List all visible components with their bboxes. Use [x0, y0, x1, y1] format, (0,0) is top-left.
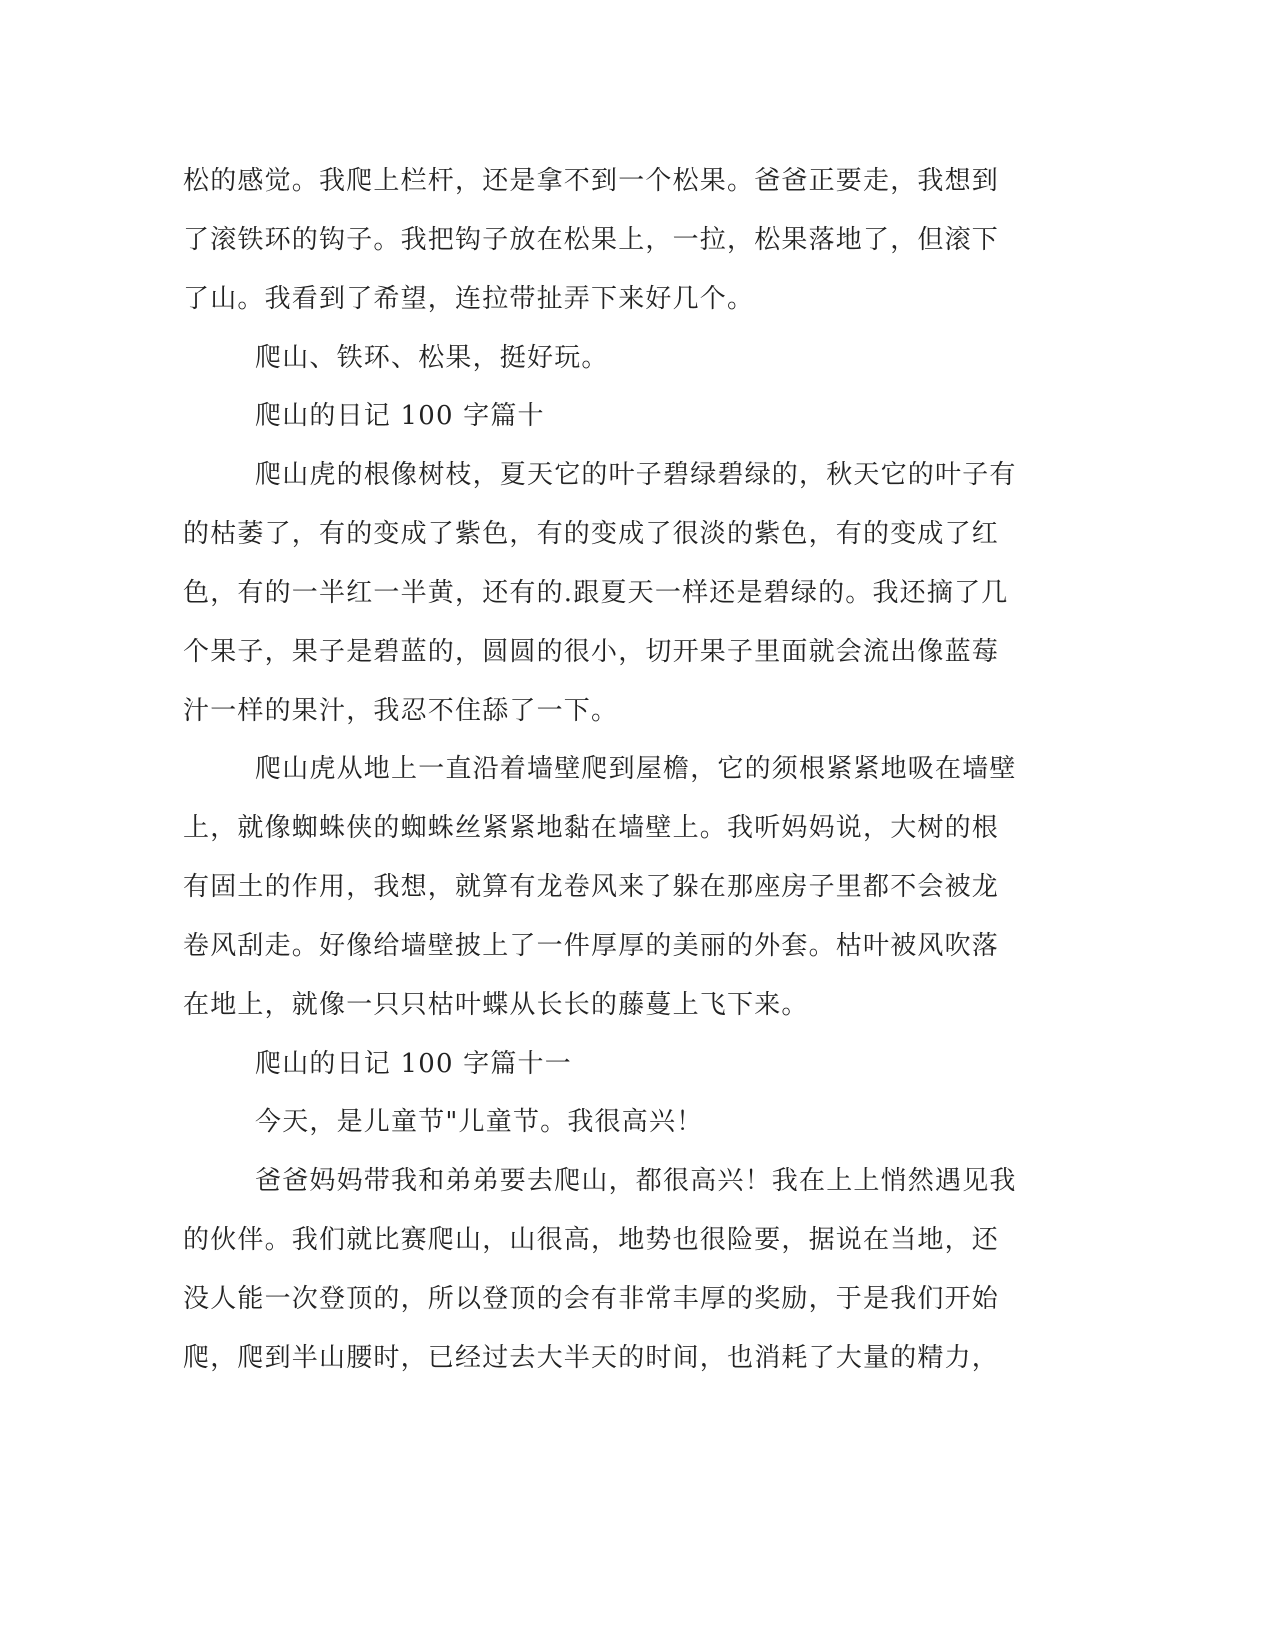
paragraph-line: 爬山虎的根像树枝，夏天它的叶子碧绿碧绿的，秋天它的叶子有	[255, 460, 1017, 490]
paragraph-line: 松的感觉。我爬上栏杆，还是拿不到一个松果。爸爸正要走，我想到	[183, 166, 1000, 196]
paragraph-line: 汁一样的果汁，我忍不住舔了一下。	[183, 696, 619, 726]
paragraph-line: 了滚铁环的钩子。我把钩子放在松果上，一拉，松果落地了，但滚下	[183, 225, 1000, 255]
paragraph-line: 爸爸妈妈带我和弟弟要去爬山，都很高兴！我在上上悄然遇见我	[255, 1166, 1017, 1196]
paragraph-line: 的枯萎了，有的变成了紫色，有的变成了很淡的紫色，有的变成了红	[183, 519, 1000, 549]
paragraph-line: 爬山、铁环、松果，挺好玩。	[255, 343, 609, 373]
paragraph-line: 有固土的作用，我想，就算有龙卷风来了躲在那座房子里都不会被龙	[183, 872, 1000, 902]
paragraph-line: 爬，爬到半山腰时，已经过去大半天的时间，也消耗了大量的精力，	[183, 1343, 1000, 1373]
paragraph-line: 在地上，就像一只只枯叶蝶从长长的藤蔓上飞下来。	[183, 990, 809, 1020]
paragraph-line: 色，有的一半红一半黄，还有的.跟夏天一样还是碧绿的。我还摘了几	[183, 578, 1009, 608]
paragraph-line: 的伙伴。我们就比赛爬山，山很高，地势也很险要，据说在当地，还	[183, 1225, 1000, 1255]
paragraph-line: 了山。我看到了希望，连拉带扯弄下来好几个。	[183, 284, 755, 314]
paragraph-line: 个果子，果子是碧蓝的，圆圆的很小，切开果子里面就会流出像蓝莓	[183, 637, 1000, 667]
paragraph-line: 今天，是儿童节"儿童节。我很高兴！	[255, 1107, 704, 1137]
paragraph-line: 爬山虎从地上一直沿着墙壁爬到屋檐，它的须根紧紧地吸在墙壁	[255, 754, 1017, 784]
section-heading: 爬山的日记 100 字篇十一	[255, 1049, 572, 1079]
paragraph-line: 没人能一次登顶的，所以登顶的会有非常丰厚的奖励，于是我们开始	[183, 1284, 1000, 1314]
paragraph-line: 卷风刮走。好像给墙壁披上了一件厚厚的美丽的外套。枯叶被风吹落	[183, 931, 1000, 961]
section-heading: 爬山的日记 100 字篇十	[255, 401, 545, 431]
paragraph-line: 上，就像蜘蛛侠的蜘蛛丝紧紧地黏在墙壁上。我听妈妈说，大树的根	[183, 813, 1000, 843]
